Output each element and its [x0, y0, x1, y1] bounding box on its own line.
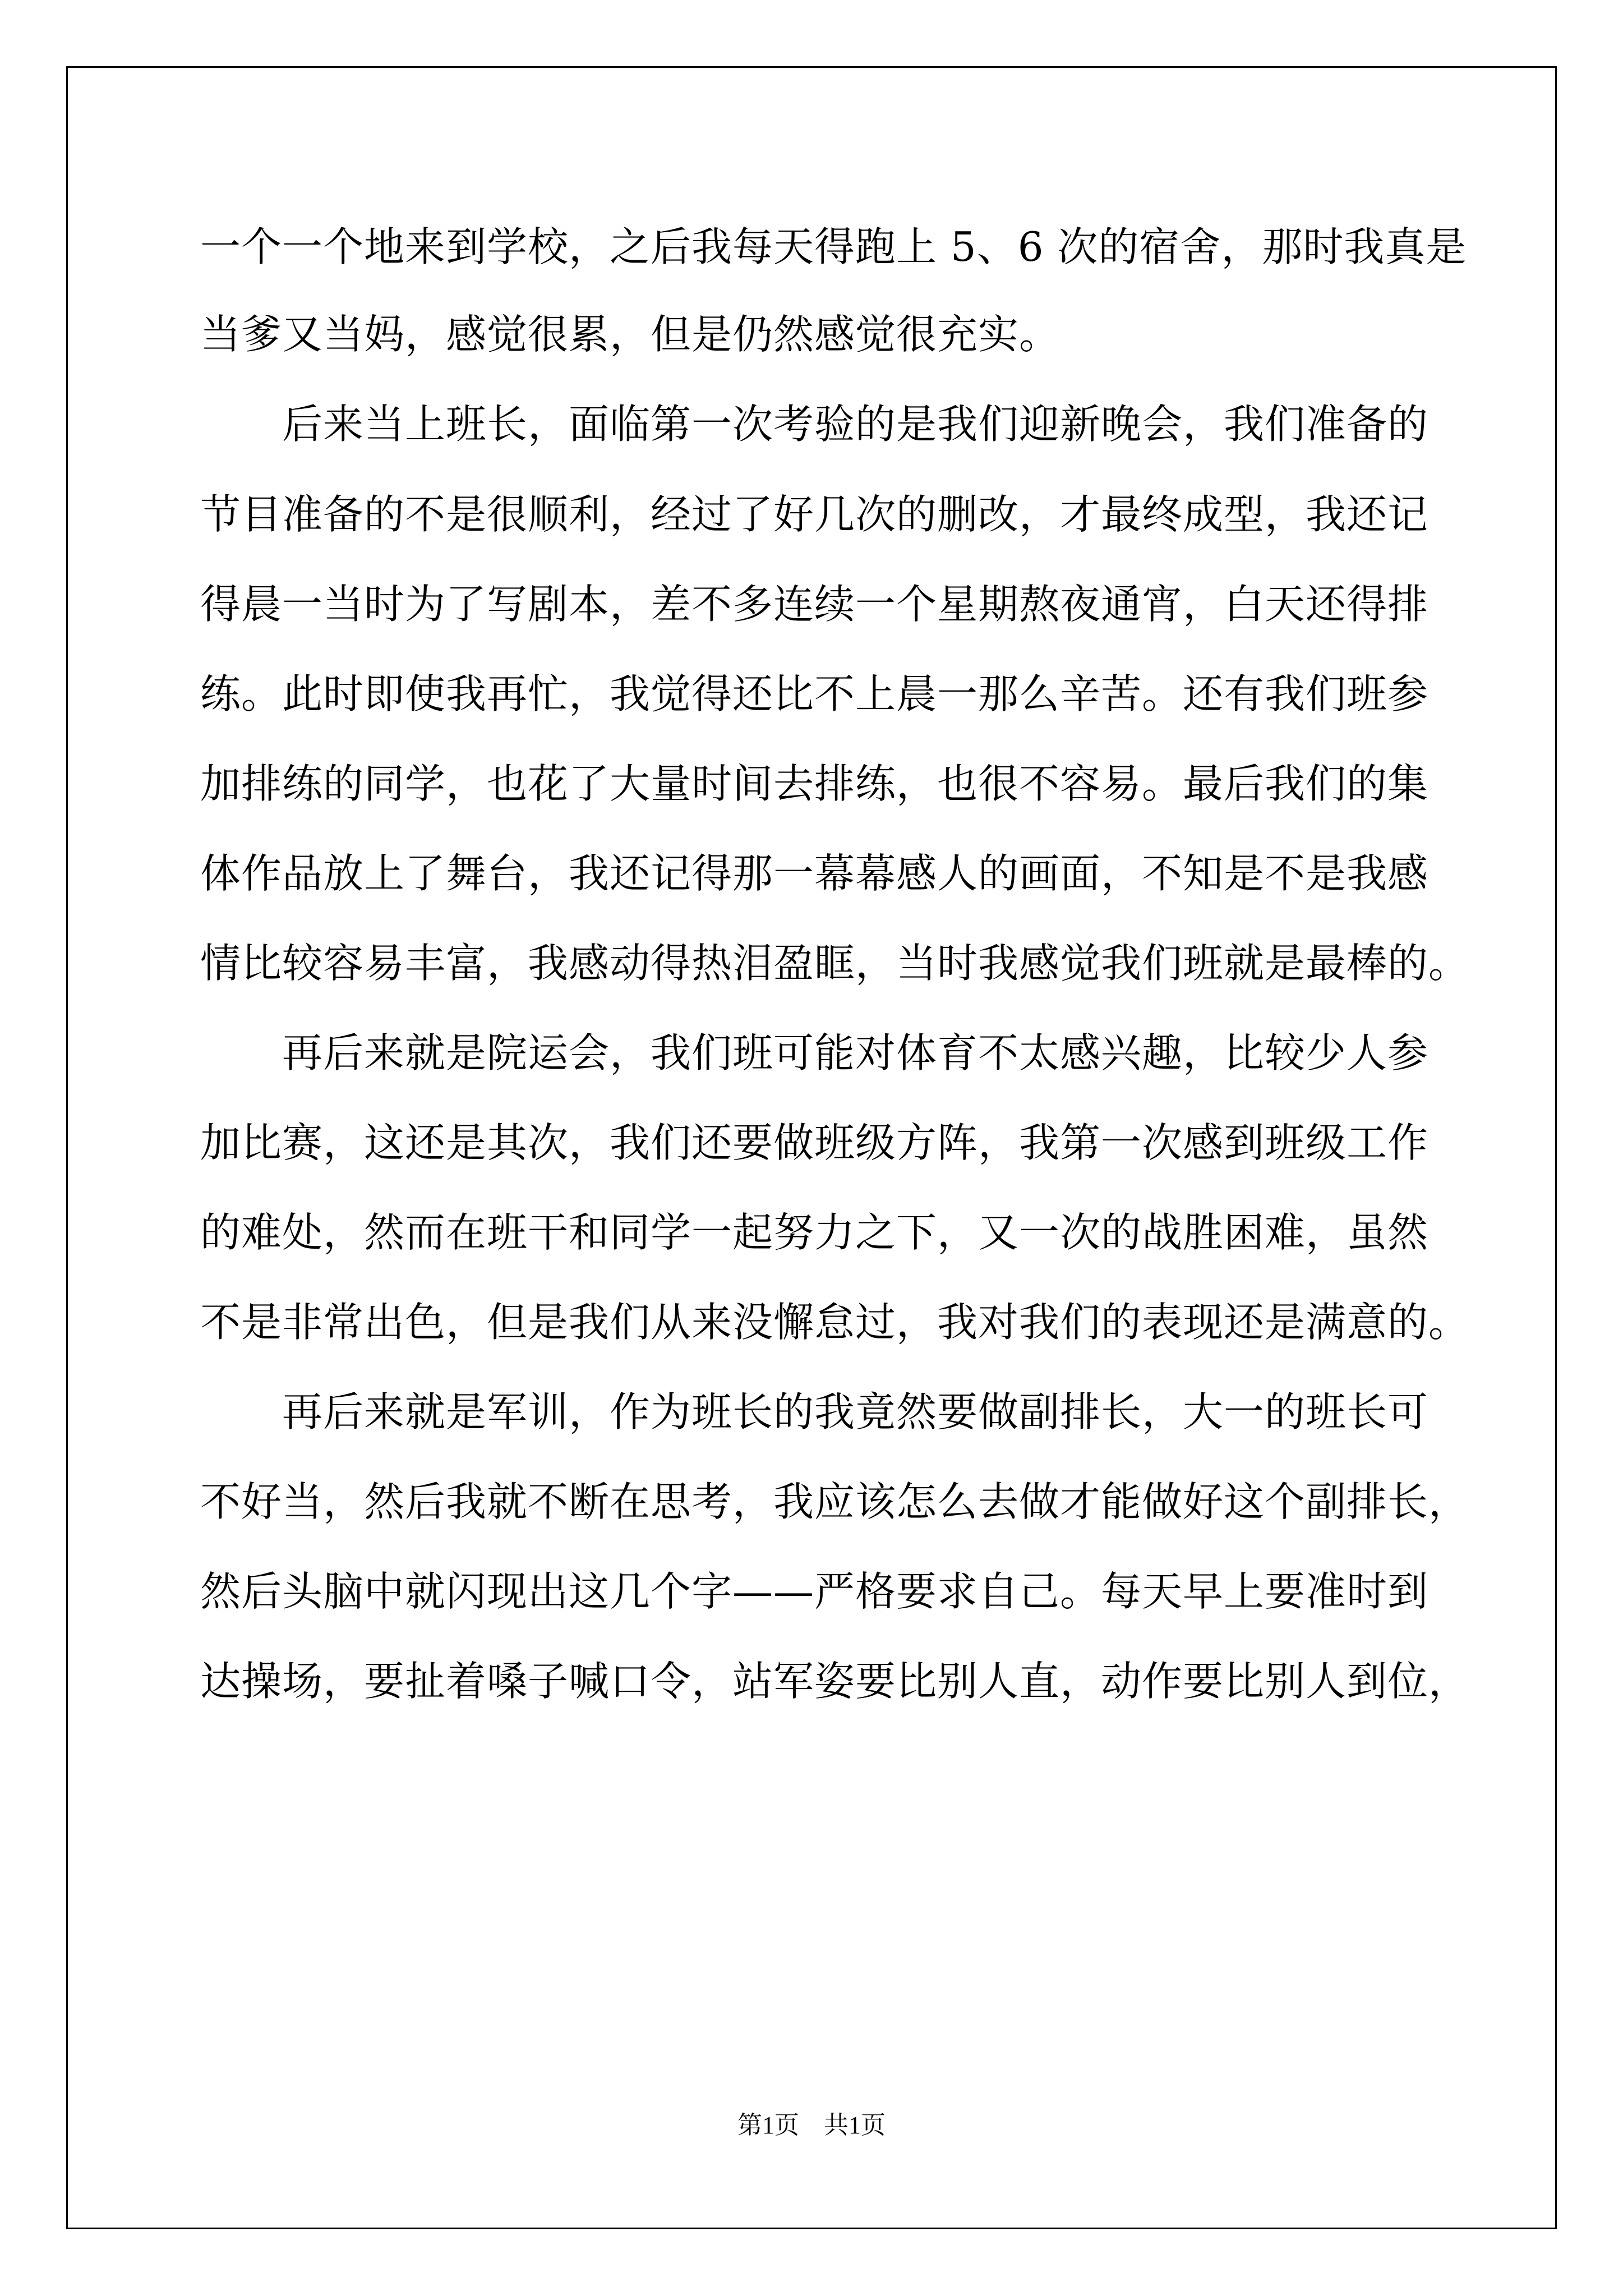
text-line: 再后来就是院运会，我们班可能对体育不太感兴趣，比较少人参	[200, 1029, 1429, 1076]
text-line: 加排练的同学，也花了大量时间去排练，也很不容易。最后我们的集	[200, 760, 1429, 807]
text-line: 再后来就是军训，作为班长的我竟然要做副排长，大一的班长可	[200, 1388, 1429, 1435]
text-line: 练。此时即使我再忙，我觉得还比不上晨一那么辛苦。还有我们班参	[200, 670, 1429, 717]
text-line: 体作品放上了舞台，我还记得那一幕幕感人的画面，不知是不是我感	[200, 850, 1429, 897]
text-line: 达操场，要扯着嗓子喊口令，站军姿要比别人直，动作要比别人到位，	[200, 1658, 1470, 1705]
text-line: 不是非常出色，但是我们从来没懈怠过，我对我们的表现还是满意的。	[200, 1299, 1470, 1346]
text-line: 得晨一当时为了写剧本，差不多连续一个星期熬夜通宵，白天还得排	[200, 581, 1429, 628]
page-footer: 第1页 共1页	[737, 2111, 886, 2139]
text-line: 的难处，然而在班干和同学一起努力之下，又一次的战胜困难，虽然	[200, 1209, 1429, 1256]
text-line: 一个一个地来到学校，之后我每天得跑上 5、6 次的宿舍，那时我真是	[200, 223, 1467, 270]
text-line: 当爹又当妈，感觉很累，但是仍然感觉很充实。	[200, 311, 1061, 358]
text-line: 后来当上班长，面临第一次考验的是我们迎新晚会，我们准备的	[200, 401, 1429, 448]
text-line: 情比较容易丰富，我感动得热泪盈眶，当时我感觉我们班就是最棒的。	[200, 940, 1470, 987]
text-line: 加比赛，这还是其次，我们还要做班级方阵，我第一次感到班级工作	[200, 1119, 1429, 1166]
text-line: 节目准备的不是很顺利，经过了好几次的删改，才最终成型，我还记	[200, 491, 1429, 538]
text-line: 然后头脑中就闪现出这几个字——严格要求自己。每天早上要准时到	[200, 1568, 1429, 1615]
text-line: 不好当，然后我就不断在思考，我应该怎么去做才能做好这个副排长，	[200, 1478, 1470, 1525]
